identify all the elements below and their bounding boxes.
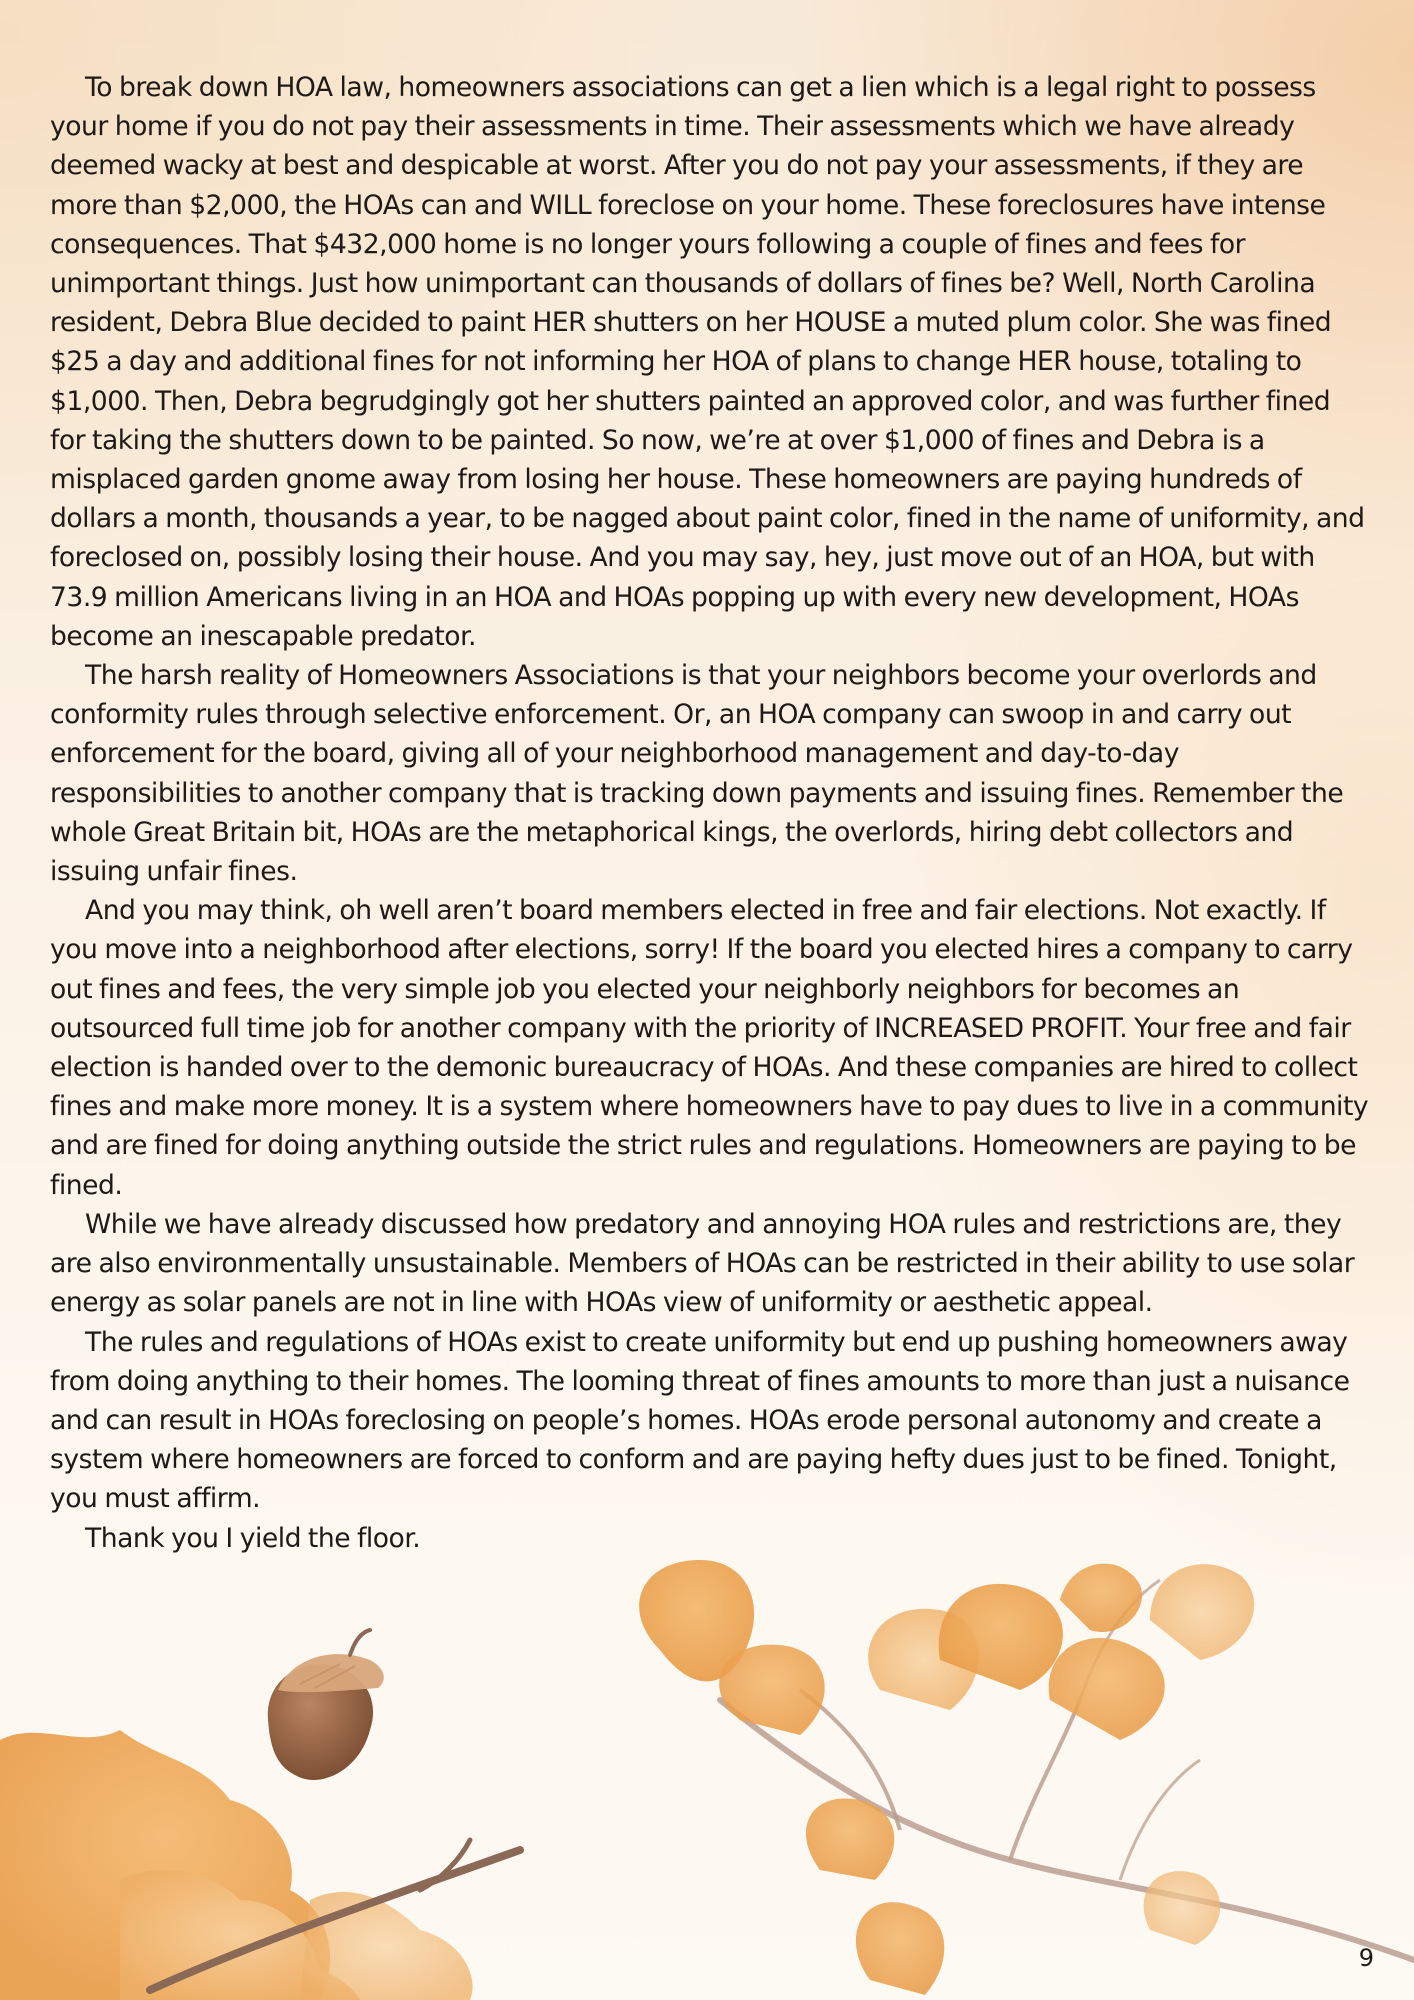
paragraph-conclusion: The rules and regulations of HOAs exist to create uniformity but end up pushing homeowners away from doing anything to their homes. The looming threat of fines amounts to more than just a nuisance and can result in HOAs foreclosing on people’s homes. HOAs erode personal autonomy and create a system where homeowners are forced to conform and are paying hefty dues just to be fined. Tonight, you must affirm. xyxy=(50,1326,1350,1515)
acorn-icon xyxy=(268,1630,384,1780)
ginkgo-branch-icon xyxy=(639,1560,1414,1995)
paragraph-closing: Thank you I yield the floor. xyxy=(85,1522,421,1554)
page-number: 9 xyxy=(1358,1944,1374,1972)
oak-leaf-icon xyxy=(0,1730,520,2000)
paragraph-harsh-reality: The harsh reality of Homeowners Associations is that your neighbors become your overlords and conformity rules through selective enforcement. Or, an HOA company can swoop in and carry out enforcement for the board, giving all of your neighborhood management and day-to-day responsibilities to another company that is tracking down payments and issuing fines. Remember the whole Great Britain bit, HOAs are the metaphorical kings, the overlords, hiring debt collectors and issuing unfair fines. xyxy=(50,660,1344,888)
document-body xyxy=(50,68,1370,1558)
paragraph-board-elections: And you may think, oh well aren’t board members elected in free and fair elections. Not exactly. If you move into a neighborhood after elections, sorry! If the board you elected hires a company to carry out fines and fees, the very simple job you elected your neighborly neighbors for becomes an outsourced full time job for another company with the priority of INCREASED PROFIT. Your free and fair election is handed over to the demonic bureaucracy of HOAs. And these companies are hired to collect fines and make more money. It is a system where homeowners have to pay dues to live in a community and are fined for doing anything outside the strict rules and regulations. Homeowners are paying to be fined. xyxy=(50,895,1369,1201)
paragraph-hoa-law: To break down HOA law, homeowners associations can get a lien which is a legal right to possess your home if you do not pay their assessments in time. Their assessments which we have already deemed wacky at best and despicable at worst. After you do not pay your assessments, if they are more than $2,000, the HOAs can and WILL foreclose on your home. These foreclosures have intense consequences. That $432,000 home is no longer yours following a couple of fines and fees for unimportant things. Just how unimportant can thousands of dollars of fines be? Well, North Carolina resident, Debra Blue decided to paint HER shutters on her HOUSE a muted plum color. She was fined $25 a day and additional fines for not informing her HOA of plans to change HER house, totaling to $1,000. Then, Debra begrudgingly got her shutters painted an approved color, and was further fined for taking the shutters down to be painted. So now, we’re at over $1,000 of fines and Debra is a misplaced garden gnome away from losing her house. These homeowners are paying hundreds of dollars a month, thousands a year, to be nagged about paint color, fined in the name of uniformity, and foreclosed on, possibly losing their house. And you may say, hey, just move out of an HOA, but with 73.9 million Americans living in an HOA and HOAs popping up with every new development, HOAs become an inescapable predator. xyxy=(50,72,1365,652)
paragraph-environment: While we have already discussed how predatory and annoying HOA rules and restrictions are, they are also environmentally unsustainable. Members of HOAs can be restricted in their ability to use solar energy as solar panels are not in line with HOAs view of uniformity or aesthetic appeal. xyxy=(50,1208,1355,1319)
